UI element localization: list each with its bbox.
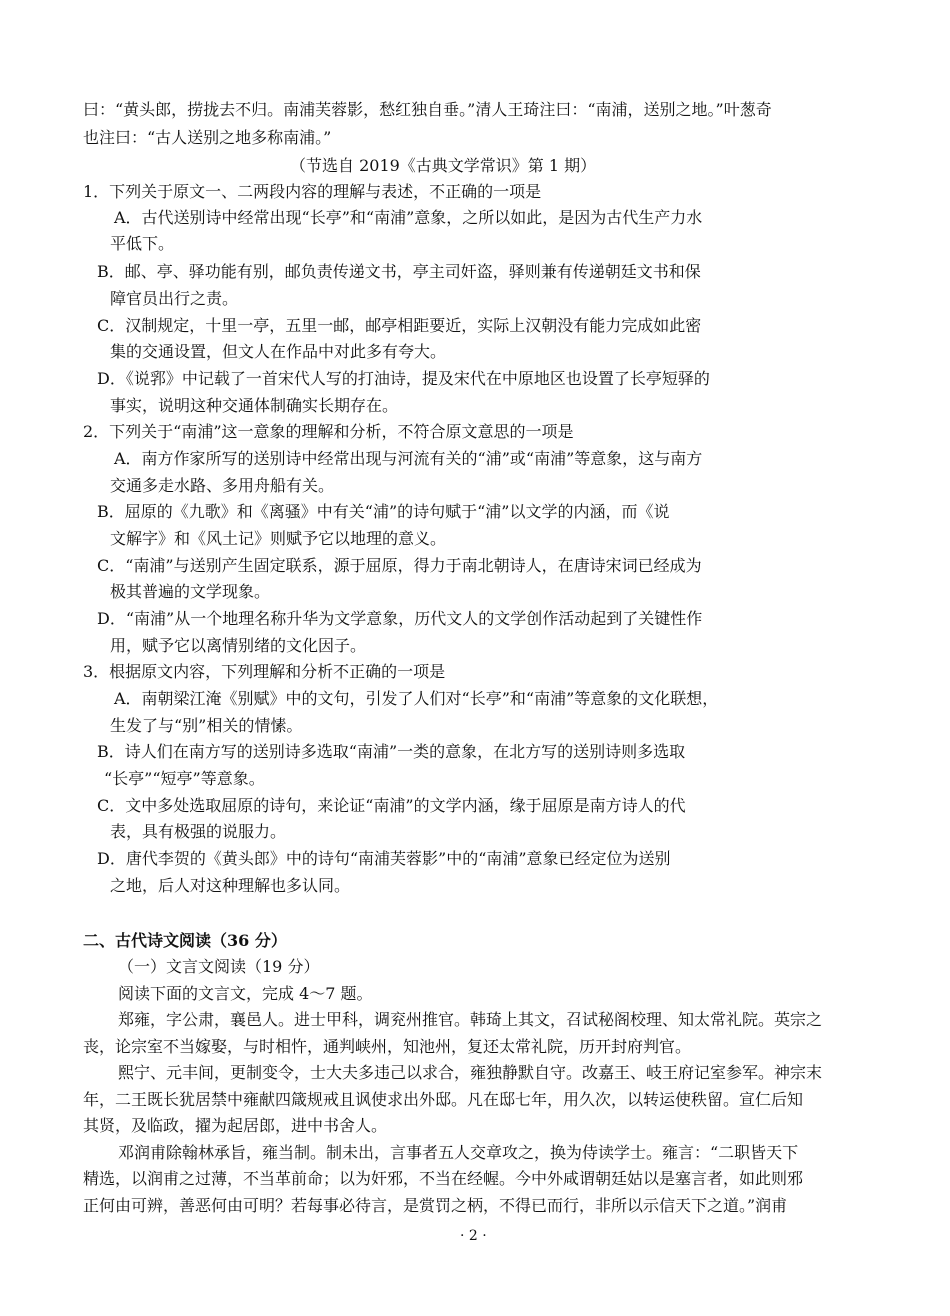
question-3-option-b: B．诗人们在南方写的送别诗多选取“南浦”一类的意象，在北方写的送别诗则多选取 bbox=[97, 742, 686, 761]
question-3-stem: 3．根据原文内容，下列理解和分析不正确的一项是 bbox=[83, 662, 446, 681]
question-1-option-d-cont: 事实，说明这种交通体制确实长期存在。 bbox=[110, 396, 399, 415]
text-line: 曰：“黄头郎，捞拢去不归。南浦芙蓉影，愁红独自垂。”清人王琦注曰：“南浦，送别之地。”叶葱奇 bbox=[83, 100, 772, 119]
question-1-option-c: C．汉制规定，十里一亭，五里一邮，邮亭相距要近，实际上汉朝没有能力完成如此密 bbox=[97, 316, 702, 335]
question-1-option-d: D．《说郛》中记载了一首宋代人写的打油诗，提及宋代在中原地区也设置了长亭短驿的 bbox=[97, 369, 710, 388]
question-2-option-d-cont: 用，赋予它以离情别绪的文化因子。 bbox=[110, 636, 367, 655]
passage-line: 精选，以润甫之过薄，不当革前命；以为奸邪，不当在经幄。今中外咸谓朝廷姑以是塞言者，如此则邪 bbox=[83, 1169, 804, 1188]
question-3-option-c: C．文中多处选取屈原的诗句，来论证“南浦”的文学内涵，缘于屈原是南方诗人的代 bbox=[97, 796, 686, 815]
question-2-option-a: A．南方作家所写的送别诗中经常出现与河流有关的“浦”或“南浦”等意象，这与南方 bbox=[114, 449, 703, 468]
question-3-option-b-cont: “长亭”“短亭”等意象。 bbox=[104, 769, 265, 788]
question-1-option-b-cont: 障官员出行之责。 bbox=[110, 289, 239, 308]
question-1-option-b: B．邮、亭、驿功能有别，邮负责传递文书，亭主司奸盗，驿则兼有传递朝廷文书和保 bbox=[97, 262, 701, 281]
question-2-option-c: C．“南浦”与送别产生固定联系，源于屈原，得力于南北朝诗人，在唐诗宋词已经成为 bbox=[97, 556, 702, 575]
passage-line: 郑雍，字公肃，襄邑人。进士甲科，调兖州推官。韩琦上其文，召试秘阁校理、知太常礼院。英宗之 bbox=[118, 1010, 823, 1029]
question-1-option-a: A．古代送别诗中经常出现“长亭”和“南浦”意象，之所以如此，是因为古代生产力水 bbox=[114, 208, 703, 227]
question-2-option-b-cont: 文解字》和《风土记》则赋予它以地理的意义。 bbox=[110, 529, 447, 548]
page-number: · 2 · bbox=[460, 1228, 487, 1244]
question-1-option-a-cont: 平低下。 bbox=[110, 234, 175, 253]
subsection-heading: （一）文言文阅读（19 分） bbox=[118, 957, 320, 976]
passage-line: 正何由可辨，善恶何由可明？若每事必待言，是赏罚之柄，不得已而行，非所以示信天下之道。”润甫 bbox=[83, 1196, 788, 1215]
passage-line-underlined: 年，二王既长犹居禁中雍献四箴规戒且讽使求出外邸。凡在邸七年，用久次，以转运使秩留。宣仁后知 bbox=[83, 1090, 804, 1109]
question-3-option-d: D．唐代李贺的《黄头郎》中的诗句“南浦芙蓉影”中的“南浦”意象已经定位为送别 bbox=[97, 849, 671, 868]
source-note: （节选自 2019《古典文学常识》第 1 期） bbox=[290, 156, 597, 175]
question-3-option-a-cont: 生发了与“别”相关的情愫。 bbox=[110, 716, 303, 735]
question-2-option-d: D．“南浦”从一个地理名称升华为文学意象，历代文人的文学创作活动起到了关键性作 bbox=[97, 609, 703, 628]
passage-line: 熙宁、元丰间，更制变令，士大夫多违己以求合，雍独静默自守。改嘉王、岐王府记室参军。神宗末 bbox=[118, 1063, 823, 1082]
passage-line: 邓润甫除翰林承旨，雍当制。制未出，言事者五人交章攻之，换为侍读学士。雍言：“二职皆天下 bbox=[118, 1143, 799, 1162]
question-2-stem: 2．下列关于“南浦”这一意象的理解和分析，不符合原文意思的一项是 bbox=[83, 422, 574, 441]
question-2-option-c-cont: 极其普遍的文学现象。 bbox=[110, 582, 271, 601]
question-3-option-a: A．南朝梁江淹《别赋》中的文句，引发了人们对“长亭”和“南浦”等意象的文化联想， bbox=[114, 689, 719, 708]
instruction: 阅读下面的文言文，完成 4～7 题。 bbox=[118, 984, 373, 1003]
question-2-option-b: B．屈原的《九歌》和《离骚》中有关“浦”的诗句赋于“浦”以文学的内涵，而《说 bbox=[97, 502, 670, 521]
text-line: 也注曰：“古人送别之地多称南浦。” bbox=[83, 128, 332, 147]
question-3-option-d-cont: 之地，后人对这种理解也多认同。 bbox=[110, 876, 351, 895]
passage-line: 其贤，及临政，擢为起居郎，进中书舍人。 bbox=[83, 1116, 388, 1135]
passage-line: 丧，论宗室不当嫁娶，与时相忤，通判峡州，知池州，复还太常礼院，历开封府判官。 bbox=[83, 1037, 692, 1056]
question-3-option-c-cont: 表，具有极强的说服力。 bbox=[110, 822, 287, 841]
question-1-stem: 1．下列关于原文一、二两段内容的理解与表述，不正确的一项是 bbox=[83, 182, 542, 201]
question-2-option-a-cont: 交通多走水路、多用舟船有关。 bbox=[110, 476, 335, 495]
section-heading: 二、古代诗文阅读（36 分） bbox=[83, 931, 287, 950]
question-1-option-c-cont: 集的交通设置，但文人在作品中对此多有夸大。 bbox=[110, 342, 447, 361]
